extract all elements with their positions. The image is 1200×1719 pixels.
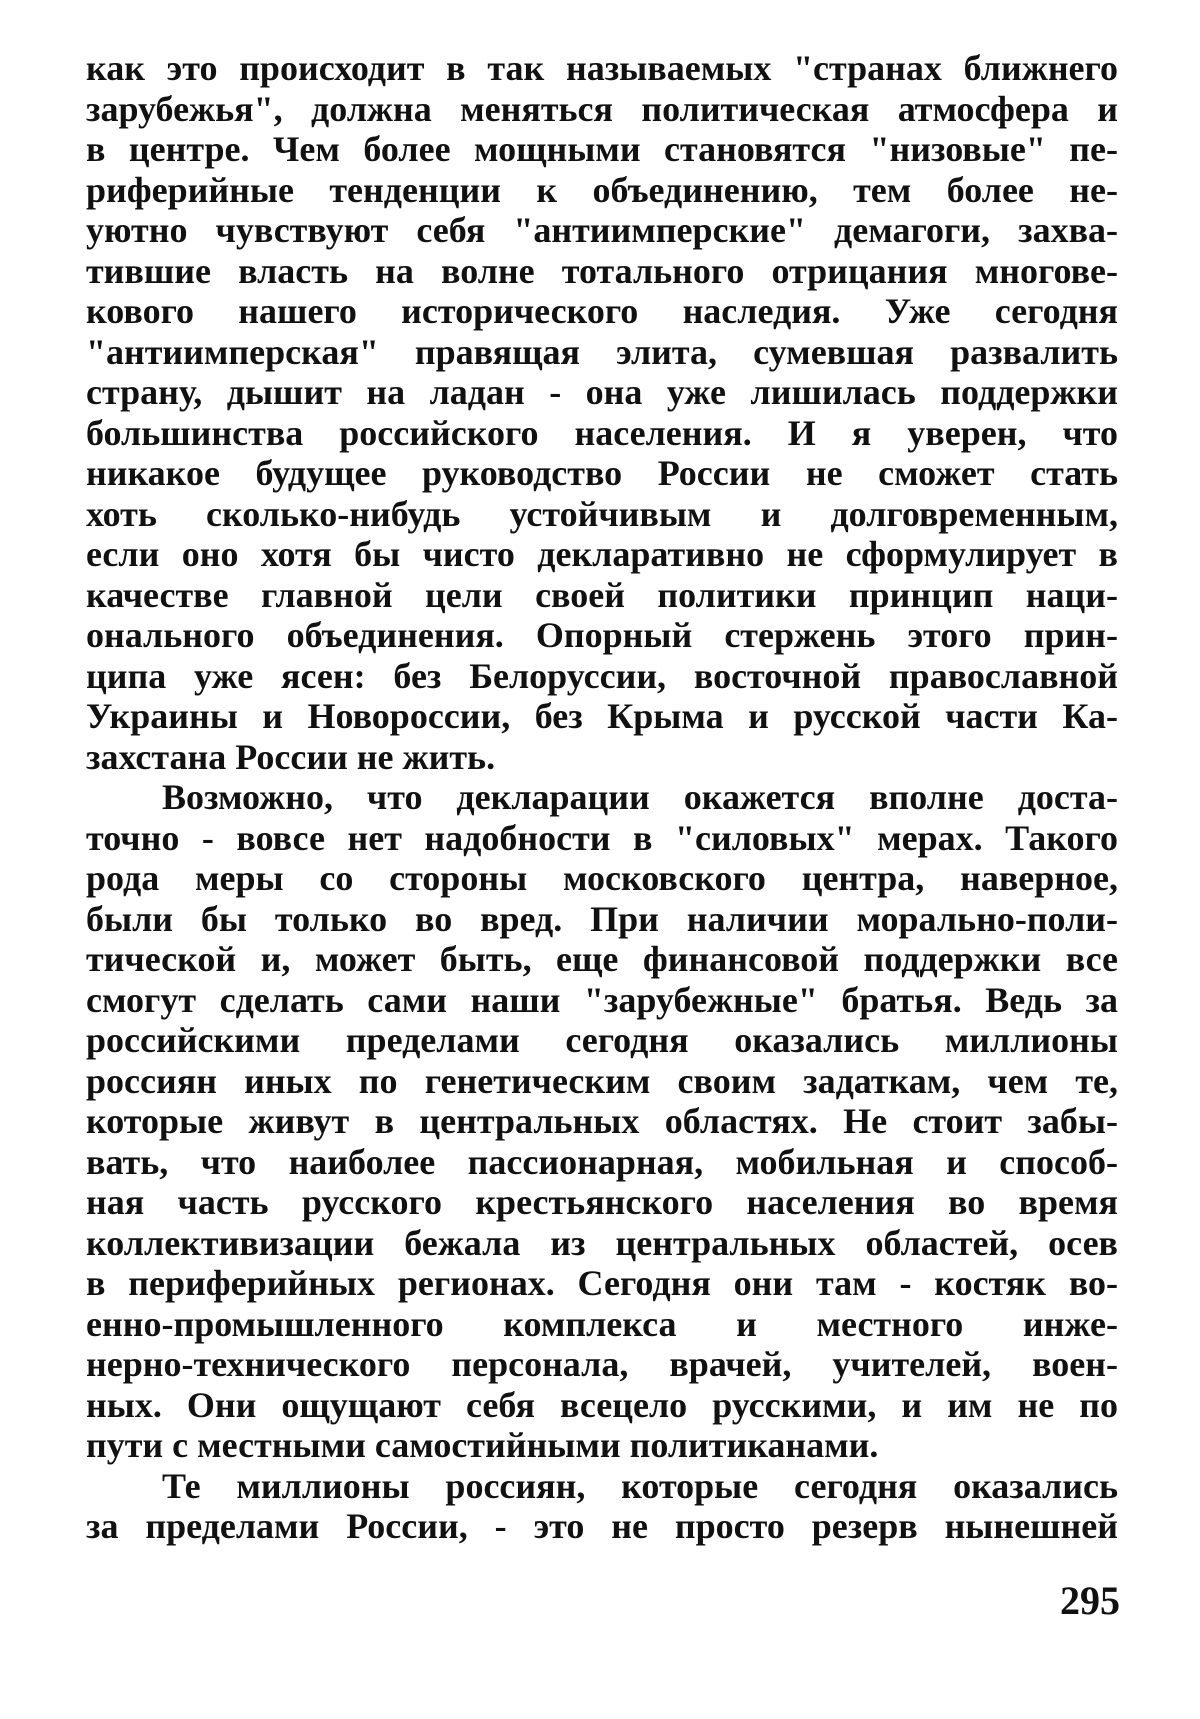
text-line: ная часть русского крестьянского населения во время	[86, 1182, 1118, 1222]
text-line: страну, дышит на ладан - она уже лишилась поддержки	[86, 372, 1118, 412]
text-line: енно-промышленного комплекса и местного инже-	[86, 1303, 1118, 1344]
text-line: Те миллионы россиян, которые сегодня оказались	[162, 1465, 1118, 1506]
text-line: пути с местными самостийными политиканами.	[86, 1425, 879, 1465]
text-line: как это происходит в так называемых "странах ближнего	[86, 48, 1118, 88]
text-line: которые живут в центральных областях. Не стоит забы-	[86, 1101, 1118, 1141]
text-line: российскими пределами сегодня оказались миллионы	[86, 1020, 1118, 1060]
text-line: кового нашего исторического наследия. Уже сегодня	[86, 291, 1118, 331]
text-line: Украины и Новороссии, без Крыма и русской части Ка-	[86, 696, 1118, 736]
text-line: ципа уже ясен: без Белоруссии, восточной православной	[86, 655, 1118, 696]
text-line: Возможно, что декларации окажется вполне доста-	[162, 777, 1118, 817]
text-line: уютно чувствуют себя "антиимперские" демагоги, захва-	[86, 210, 1118, 250]
text-line: россиян иных по генетическим своим задаткам, чем те,	[86, 1060, 1118, 1101]
text-line: рода меры со стороны московского центра, наверное,	[86, 858, 1118, 898]
text-line: "антиимперская" правящая элита, сумевшая развалить	[86, 331, 1118, 372]
paragraph-3	[86, 1466, 1118, 1547]
text-line: смогут сделать сами наши "зарубежные" братья. Ведь за	[86, 979, 1118, 1020]
text-line: были бы только во вред. При наличии морально-поли-	[86, 898, 1118, 939]
text-line: тической и, может быть, еще финансовой поддержки все	[86, 939, 1118, 979]
text-line: риферийные тенденции к объединению, тем более не-	[86, 169, 1118, 210]
text-line: тившие власть на волне тотального отрицания многове-	[86, 250, 1118, 291]
text-line: коллективизации бежала из центральных областей, осев	[86, 1222, 1118, 1263]
page-number: 295	[1060, 1578, 1120, 1623]
body-text	[86, 48, 1118, 1547]
text-line: нерно-технического персонала, врачей, учителей, воен-	[86, 1344, 1118, 1384]
text-line: качестве главной цели своей политики принцип наци-	[86, 574, 1118, 615]
text-line: зарубежья", должна меняться политическая атмосфера и	[86, 88, 1118, 129]
text-line: точно - вовсе нет надобности в "силовых" мерах. Такого	[86, 817, 1118, 858]
text-line: вать, что наиболее пассионарная, мобильная и способ-	[86, 1141, 1118, 1182]
text-line: в периферийных регионах. Сегодня они там - костяк во-	[86, 1263, 1118, 1303]
text-line: если оно хотя бы чисто декларативно не сформулирует в	[86, 534, 1118, 574]
text-line: никакое будущее руководство России не сможет стать	[86, 453, 1118, 493]
text-line: большинства российского населения. И я уверен, что	[86, 412, 1118, 453]
text-line: в центре. Чем более мощными становятся "низовые" пе-	[86, 129, 1118, 169]
text-line: ных. Они ощущают себя всецело русскими, и им не по	[86, 1384, 1118, 1425]
text-line: хоть сколько-нибудь устойчивым и долговременным,	[86, 493, 1118, 534]
text-line: онального объединения. Опорный стержень этого прин-	[86, 615, 1118, 655]
paragraph-2	[86, 777, 1118, 1466]
text-line: захстана России не жить.	[86, 736, 496, 777]
paragraph-1	[86, 48, 1118, 777]
text-line: за пределами России, - это не просто резерв нынешней	[86, 1506, 1118, 1546]
